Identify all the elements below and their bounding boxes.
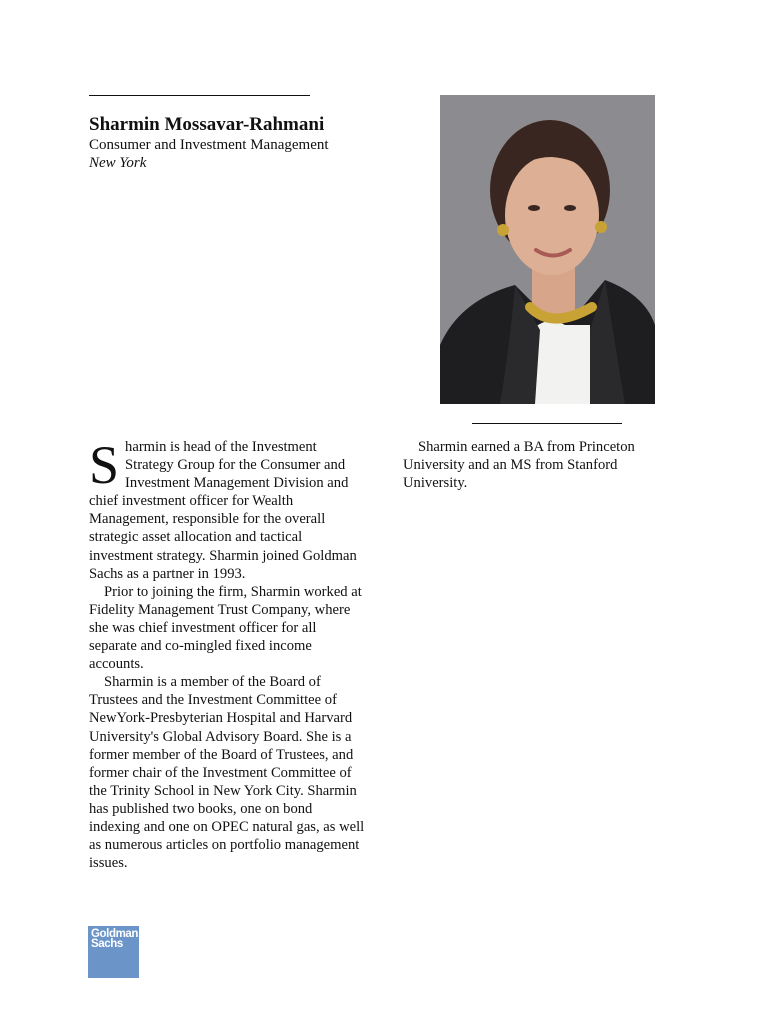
office-location: New York	[89, 155, 147, 171]
goldman-sachs-logo	[88, 926, 139, 978]
drop-cap: S	[89, 435, 120, 495]
bio-paragraph-1	[89, 435, 367, 583]
education-paragraph: Sharmin earned a BA from Princeton University and an MS from Stanford University.	[403, 439, 635, 492]
portrait-illustration	[440, 95, 655, 404]
logo-line-2: Sachs	[91, 938, 123, 950]
logo-line-1: Goldman	[91, 928, 139, 940]
bio-paragraph-2: Prior to joining the firm, Sharmin worked at Fidelity Management Trust Company, where she was chief investment officer for all separate and co-mingled fixed income accounts.	[89, 583, 362, 673]
biography-column-left	[89, 435, 367, 872]
bio-paragraph-3: Sharmin is a member of the Board of Trustees and the Investment Committee of NewYork-Presbyterian Hospital and Harvard University's Global Advisory Board. She is a former member of the Board of Trustees, and former chair of the Investment Committee of the Trinity School in New York City. Sharmin has published two books, one on bond indexing and one on OPEC natural gas, as well as numerous articles on portfolio management issues.	[89, 674, 365, 872]
header-divider	[89, 95, 310, 96]
person-name: Sharmin Mossavar-Rahmani	[89, 114, 325, 135]
bio-paragraph-1-text: harmin is head of the Investment Strategy Group for the Consumer and Investment Management Division and chief investment officer for Wealth Management, responsible for the overall strategic asset allocation and tactical investment strategy. Sharmin joined Goldman Sachs as a partner in 1993.	[89, 439, 357, 582]
profile-header	[89, 114, 409, 172]
photo-divider	[472, 423, 622, 424]
biography-column-right	[403, 438, 653, 492]
portrait-photo	[440, 95, 655, 404]
division-title: Consumer and Investment Management	[89, 137, 329, 153]
